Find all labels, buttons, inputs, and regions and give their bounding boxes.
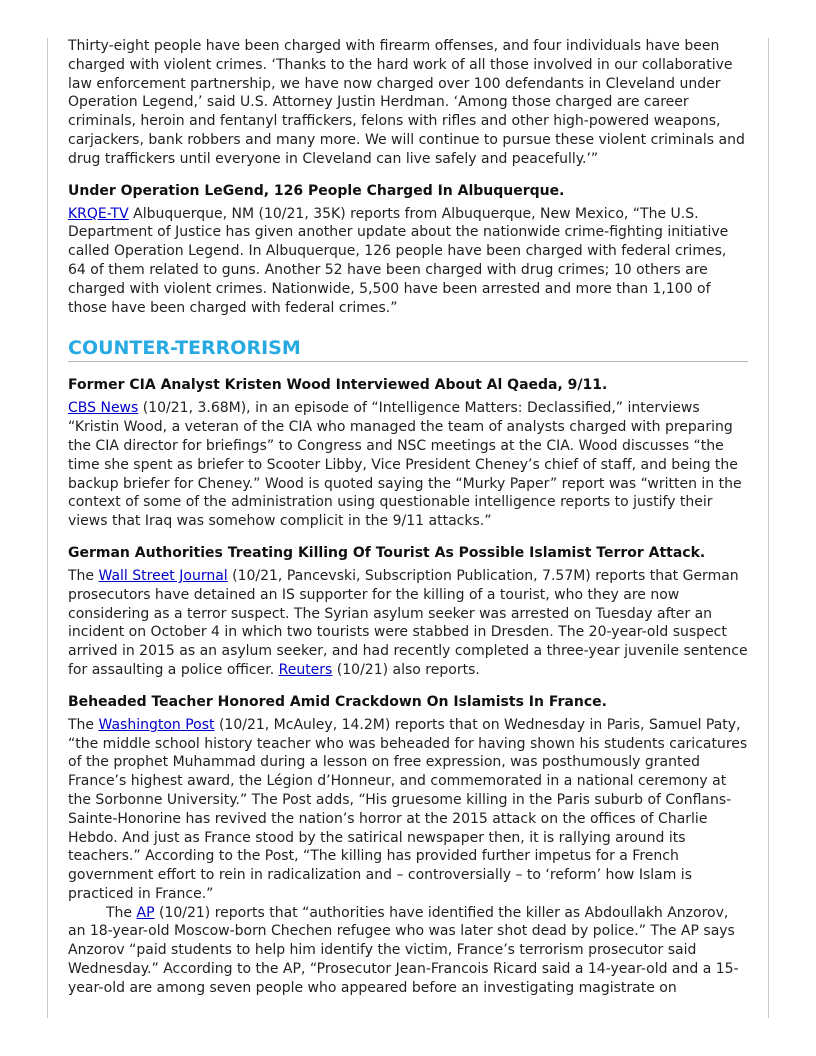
- headline-german-tourist: German Authorities Treating Killing Of Tourist As Possible Islamist Terror Attack.: [68, 544, 706, 561]
- paragraph-cia-analyst-text: (10/21, 3.68M), in an episode of “Intelligence Matters: Declassified,” interviews “Kristin Wood, a veteran of the CIA who managed the team of analysts charged with preparing the CIA director for briefings” to Congress and NSC meetings at the CIA. Wood discusses “the time she spent as briefer to Scooter Libby, Vice President Cheney’s chief of staff, and being the backup briefer for Cheney.” Wood is quoted saying the “Murky Paper” report was “written in the context of some of the administration using questionable intelligence reports to justify their views that Iraq was somehow complicit in the 9/11 attacks.”: [68, 400, 742, 530]
- paragraph-teacher-prefix: The: [68, 716, 99, 733]
- paragraph-teacher-text: (10/21, McAuley, 14.2M) reports that on Wednesday in Paris, Samuel Paty, “the middle school history teacher who was beheaded for having shown his students caricatures of the prophet Muhammad during a lesson on free expression, was posthumously granted France’s highest award, the Légion d’Honneur, and commemorated in a national ceremony at the Sorbonne University.” The Post adds, “His gruesome killing in the Paris suburb of Conflans-Sainte-Honorine has revived the nation’s horror at the 2015 attack on the offices of Charlie Hebdo. And just as France stood by the satirical newspaper then, it is rallying around its teachers.” According to the Post, “The killing has provided further impetus for a French government effort to rein in radicalization and – controversially – to ‘reform’ how Islam is practiced in France.”: [68, 716, 748, 902]
- paragraph-ap-text: (10/21) reports that “authorities have identified the killer as Abdoullakh Anzorov, an 18-year-old Moscow-born Chechen refugee who was later shot dead by police.” The AP says Anzorov “paid students to help him identify the victim, France’s terrorism prosecutor said Wednesday.” According to the AP, “Prosecutor Jean-Francois Ricard said a 14-year-old and a 15-year-old are among seven people who appeared before an investigating magistrate on: [68, 904, 739, 996]
- paragraph-albuquerque: [68, 205, 748, 318]
- source-link-wsj[interactable]: Wall Street Journal: [98, 567, 228, 584]
- paragraph-german-tourist: [68, 567, 748, 680]
- paragraph-beheaded-teacher: [68, 716, 748, 904]
- paragraph-german-suffix: (10/21) also reports.: [332, 661, 480, 678]
- left-margin-rule: [47, 38, 48, 1018]
- headline-cia-analyst: Former CIA Analyst Kristen Wood Interviewed About Al Qaeda, 9/11.: [68, 377, 608, 394]
- source-link-washington-post[interactable]: Washington Post: [98, 716, 215, 733]
- paragraph-german-prefix: The: [68, 567, 99, 584]
- source-link-cbs-news[interactable]: CBS News: [68, 400, 139, 417]
- paragraph-ap-prefix: The: [106, 904, 137, 921]
- paragraph-ap-report: [68, 904, 748, 998]
- source-link-reuters[interactable]: Reuters: [278, 661, 333, 678]
- source-link-ap[interactable]: AP: [136, 904, 155, 921]
- paragraph-cia-analyst: [68, 399, 748, 531]
- paragraph-german-text: (10/21, Pancevski, Subscription Publication, 7.57M) reports that German prosecutors have detained an IS supporter for the killing of a tourist, who they are now considering as a terror suspect. The Syrian asylum seeker was arrested on Tuesday after an incident on October 4 in which two tourists were stabbed in Dresden. The 20-year-old suspect arrived in 2015 as an asylum seeker, and had recently completed a three-year juvenile sentence for assaulting a police officer.: [68, 567, 748, 678]
- article-body: [68, 37, 748, 998]
- intro-paragraph: Thirty-eight people have been charged with firearm offenses, and four individuals have been charged with violent crimes. ‘Thanks to the hard work of all those involved in our collaborative law enforcement partnership, we have now charged over 100 defendants in Cleveland under Operation Legend,’ said U.S. Attorney Justin Herdman. ‘Among those charged are career criminals, heroin and fentanyl traffickers, felons with rifles and other high-powered weapons, carjackers, bank robbers and many more. We will continue to pursue these violent criminals and drug traffickers until everyone in Cleveland can live safely and peacefully.’”: [68, 38, 745, 167]
- paragraph-albuquerque-text: Albuquerque, NM (10/21, 35K) reports from Albuquerque, New Mexico, “The U.S. Department of Justice has given another update about the nationwide crime-fighting initiative called Operation Legend. In Albuquerque, 126 people have been charged with federal crimes, 64 of them related to guns. Another 52 have been charged with drug crimes; 10 others are charged with violent crimes. Nationwide, 5,500 have been arrested and more than 1,100 of those have been charged with federal crimes.”: [68, 205, 729, 316]
- right-margin-rule: [768, 38, 769, 1018]
- section-heading-counter-terrorism: COUNTER-TERRORISM: [68, 336, 748, 362]
- headline-albuquerque: Under Operation LeGend, 126 People Charged In Albuquerque.: [68, 182, 565, 199]
- source-link-krqe[interactable]: KRQE-TV: [68, 205, 129, 222]
- headline-beheaded-teacher: Beheaded Teacher Honored Amid Crackdown On Islamists In France.: [68, 693, 607, 710]
